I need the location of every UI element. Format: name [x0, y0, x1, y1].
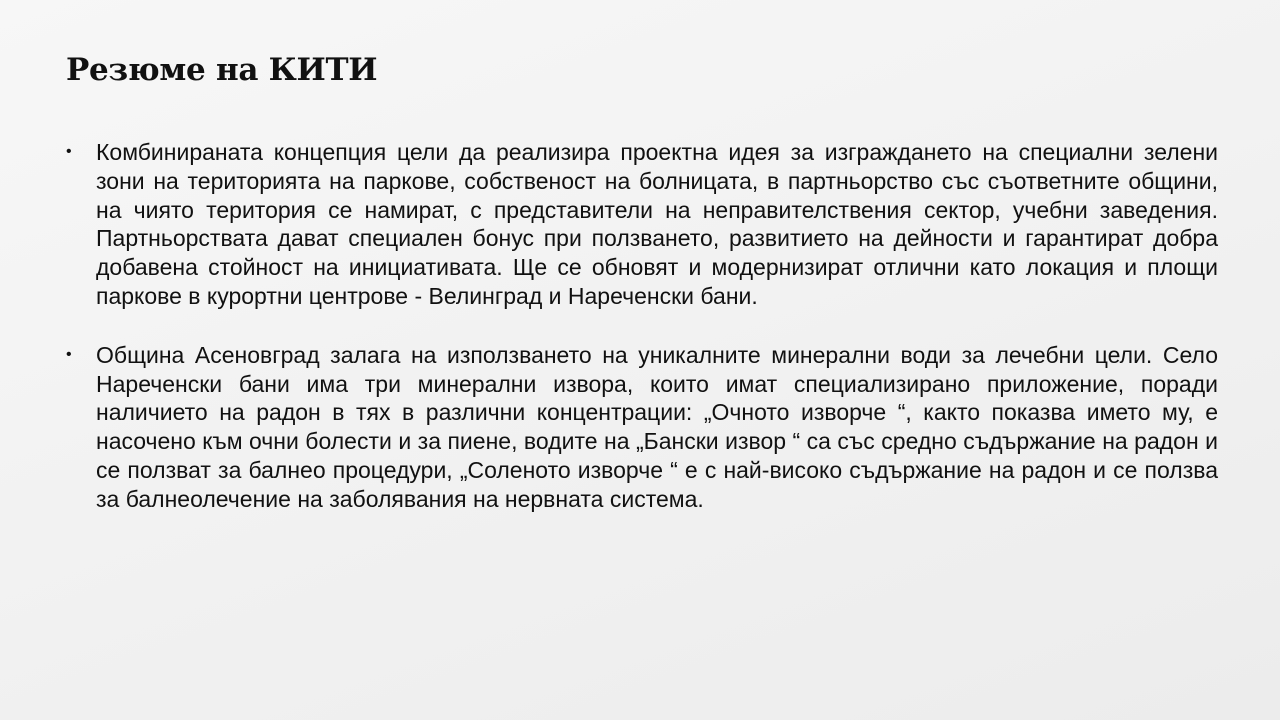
- bullet-item: [66, 138, 1218, 311]
- bullet-text: Община Асеновград залага на използването на уникалните минерални води за лечебни цели. Село Нареченски бани има три минерални извора, които имат специализирано приложение, поради наличието на радон в тях в различни концентрации: „Очното изворче “, както показва името му, е насочено към очни болести и за пиене, водите на „Бански извор “ са със средно съдържание на радон и се ползват за балнео процедури, „Соленото изворче “ е с най-високо съдържание на радон и се ползва за балнеолечение на заболявания на нервната система.: [96, 341, 1218, 512]
- bullet-text: Комбинираната концепция цели да реализира проектна идея за изграждането на специални зелени зони на територията на паркове, собственост на болницата, в партньорство със съответните общини, на чиято територия се намират, с представители на неправителствения сектор, учебни заведения. Партньорствата дават специален бонус при ползването, развитието на дейности и гарантират добра добавена стойност на инициативата. Ще се обновят и модернизират отлични като локация и площи паркове в курортни центрове - Велинград и Нареченски бани.: [96, 139, 1218, 309]
- slide-title: Резюме на КИТИ: [66, 52, 378, 88]
- bullet-item: [66, 341, 1218, 514]
- bullet-icon: •: [66, 345, 72, 363]
- bullet-list: [66, 138, 1218, 544]
- bullet-icon: •: [66, 143, 72, 160]
